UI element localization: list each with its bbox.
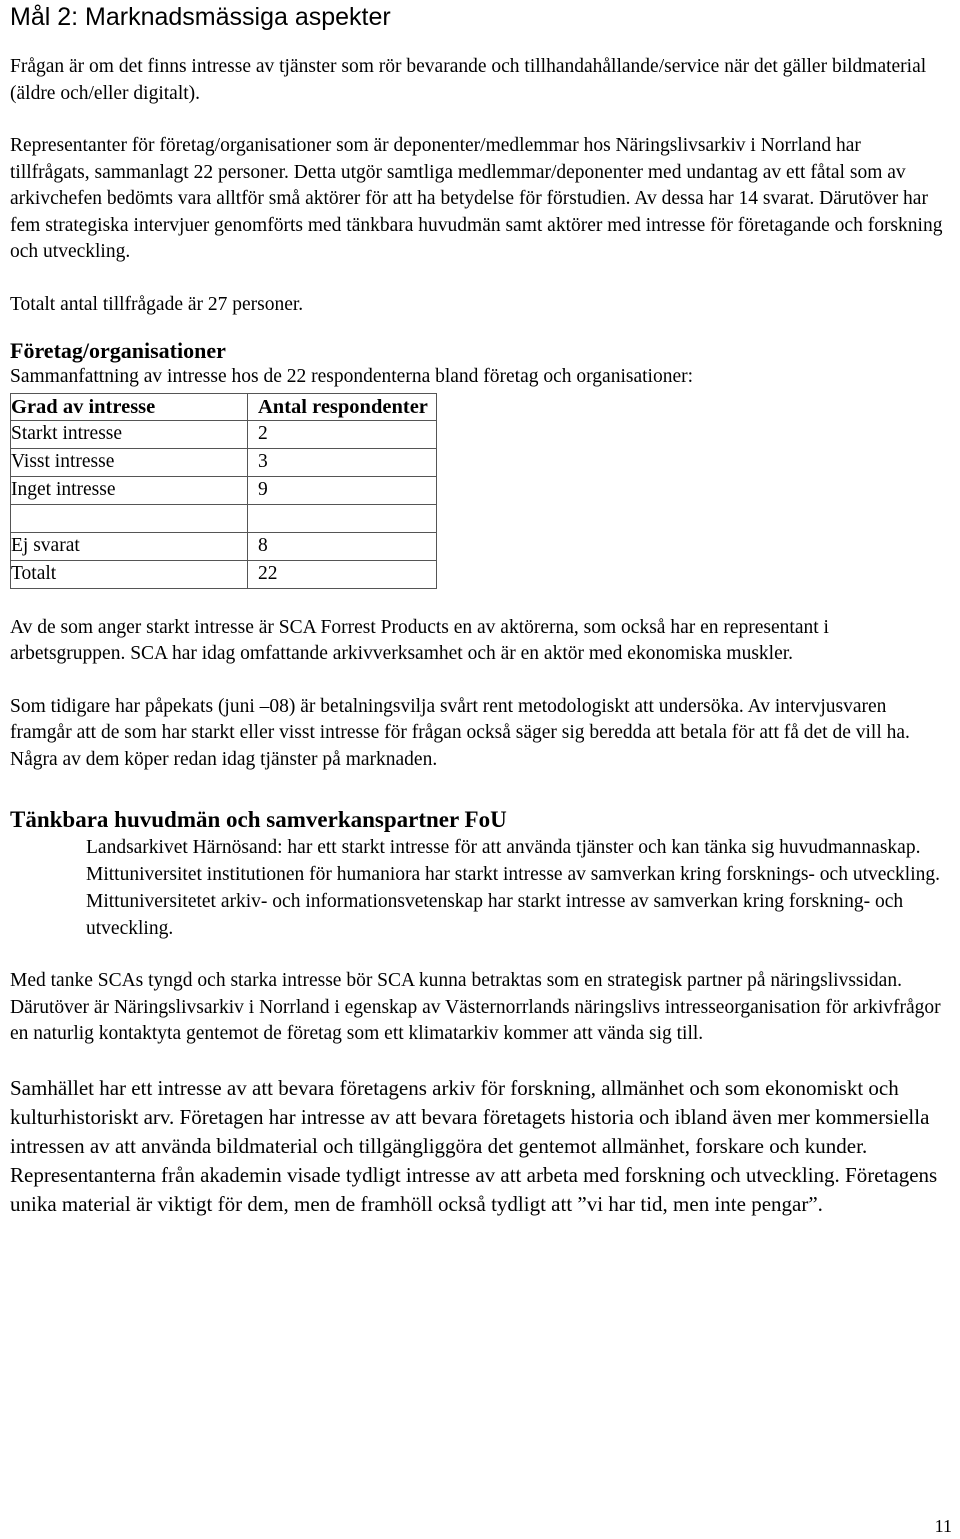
- page-heading: Mål 2: Marknadsmässiga aspekter: [10, 3, 391, 31]
- payment-paragraph: Som tidigare har påpekats (juni –08) är betalningsvilja svårt rent metodologiskt att undersöka. Av intervjusvaren framgår att de som har starkt eller visst intresse för frågan också säger sig beredda att betala för att få det de vill ha. Några av dem köper redan idag tjänster på marknaden.: [10, 695, 910, 770]
- table-cell: [11, 504, 248, 532]
- partner-paragraph: Med tanke SCAs tyngd och starka intresse bör SCA kunna betraktas som en strategisk partner på näringslivssidan. Därutöver är Näringslivsarkiv i Norrland i egenskap av Västernorrlands näringslivs intresseorganisation för arkivfrågor en naturlig kontaktyta gentemot de företag som ett klimatarkiv kommer att vända sig till.: [10, 970, 941, 1044]
- table-cell: Totalt: [11, 560, 248, 588]
- total-line: Totalt antal tillfrågade är 27 personer.: [10, 293, 304, 315]
- table-row: [11, 504, 437, 532]
- partner-list: [86, 834, 945, 942]
- table-cell: [248, 504, 437, 532]
- table-cell: Visst intresse: [11, 448, 248, 476]
- table-row: [11, 476, 437, 504]
- table-cell: 22: [248, 560, 437, 588]
- interest-table: [10, 393, 437, 589]
- intro-paragraph: Frågan är om det finns intresse av tjänster som rör bevarande och tillhandahållande/service när det gäller bildmaterial (äldre och/eller digitalt).: [10, 56, 927, 104]
- table-header-row: [11, 393, 437, 420]
- table-cell: 8: [248, 532, 437, 560]
- table-header-cell: Antal respondenter: [248, 393, 437, 420]
- section-title-companies: Företag/organisationer: [10, 338, 226, 363]
- table-cell: 9: [248, 476, 437, 504]
- section-title-partners: Tänkbara huvudmän och samverkanspartner FoU: [10, 807, 507, 832]
- table-row: [11, 532, 437, 560]
- summary-line: Sammanfattning av intresse hos de 22 respondenterna bland företag och organisationer:: [10, 366, 694, 387]
- page-number: 11: [934, 1516, 952, 1536]
- list-item: Mittuniversitetet arkiv- och informationsvetenskap har starkt intresse av samverkan kring forskning- och utveckling.: [86, 891, 904, 939]
- society-block: [10, 1074, 945, 1219]
- document-page: [10, 0, 945, 1219]
- list-item: Mittuniversitet institutionen för humaniora har starkt intresse av samverkan kring forsknings- och utveckling.: [86, 864, 941, 885]
- respondents-paragraph: Representanter för företag/organisationer som är deponenter/medlemmar hos Näringslivsarkiv i Norrland har tillfrågats, sammanlagt 22 personer. Detta utgör samtliga medlemmar/deponenter med undantag av ett fåtal som av arkivchefen bedömts vara alltför små aktörer för att ha betydelse för förstudien. Av dessa har 14 svarat. Därutöver har fem strategiska intervjuer genomförts med tänkbara huvudmän samt aktörer med intresse för företagande och forskning och utveckling.: [10, 135, 943, 262]
- table-header-cell: Grad av intresse: [11, 393, 248, 420]
- table-row: [11, 448, 437, 476]
- table-cell: Ej svarat: [11, 532, 248, 560]
- society-paragraph: Samhället har ett intresse av att bevara företagens arkiv för forskning, allmänhet och som ekonomiskt och kulturhistoriskt arv. Företagen har intresse av att bevara företagets historia och ibland även mer kommersiella intressen av att använda bildmaterial och tillgängliggöra det gentemot allmänhet, forskare och kunder. Representanterna från akademin visade tydligt intresse av att arbeta med forskning och utveckling. Företagens unika material är viktigt för dem, men de framhöll också tydligt att ”vi har tid, men inte pengar”.: [10, 1075, 938, 1216]
- table-row: [11, 420, 437, 448]
- table-cell: Inget intresse: [11, 476, 248, 504]
- table-cell: Starkt intresse: [11, 420, 248, 448]
- sca-paragraph: Av de som anger starkt intresse är SCA Forrest Products en av aktörerna, som också har en representant i arbetsgruppen. SCA har idag omfattande arkivverksamhet och är en aktör med ekonomiska muskler.: [10, 616, 829, 664]
- list-item: Landsarkivet Härnösand: har ett starkt intresse för att använda tjänster och kan tänka sig huvudmannaskap.: [86, 837, 921, 858]
- table-cell: 2: [248, 420, 437, 448]
- table-row: [11, 560, 437, 588]
- table-cell: 3: [248, 448, 437, 476]
